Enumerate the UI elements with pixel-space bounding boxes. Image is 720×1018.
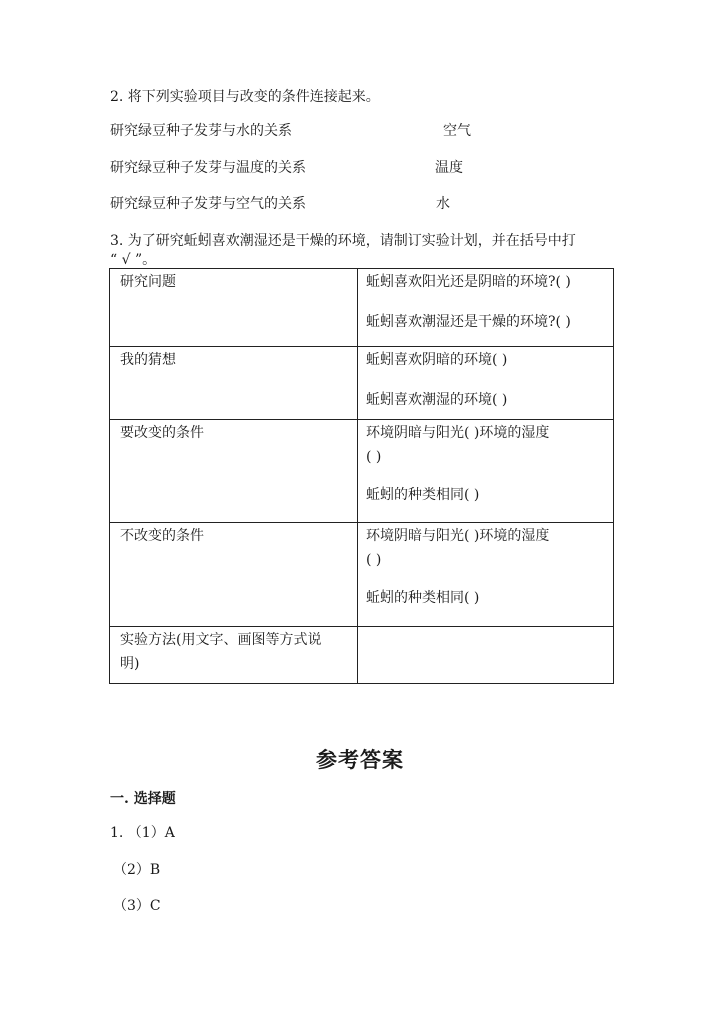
table-cell-label <box>110 269 358 347</box>
table-row <box>110 347 614 420</box>
pair-left-2: 研究绿豆种子发芽与温度的关系 <box>110 160 306 176</box>
table-row <box>110 523 614 627</box>
option-line: 蚯蚓喜欢阳光还是阴暗的环境?( ) <box>366 274 571 290</box>
row-label: 要改变的条件 <box>120 425 204 441</box>
table-cell-label <box>110 627 358 684</box>
pair-right-1: 空气 <box>443 123 471 139</box>
answer-item: （2）B <box>113 862 161 878</box>
section-title: 一. 选择题 <box>110 791 176 807</box>
table-cell-content <box>358 347 614 420</box>
option-line: 蚯蚓喜欢阴暗的环境( ) <box>366 352 508 368</box>
option-line: 环境阴暗与阳光( )环境的湿度 <box>366 528 550 544</box>
question-3-title: 3. 为了研究蚯蚓喜欢潮湿还是干燥的环境，请制订实验计划，并在括号中打 <box>110 233 576 249</box>
option-line: 蚯蚓的种类相同( ) <box>366 487 480 503</box>
pair-left-1: 研究绿豆种子发芽与水的关系 <box>110 123 292 139</box>
experiment-plan-table <box>109 268 614 684</box>
table-cell-content <box>358 420 614 523</box>
option-line: 蚯蚓喜欢潮湿还是干燥的环境?( ) <box>366 314 571 330</box>
option-line: ( ) <box>366 552 382 568</box>
option-line: ( ) <box>366 449 382 465</box>
table-row <box>110 269 614 347</box>
answer-item: 1. （1）A <box>110 825 175 841</box>
row-label: 实验方法(用文字、画图等方式说 <box>120 632 322 648</box>
row-label: 明) <box>120 656 140 672</box>
pair-left-3: 研究绿豆种子发芽与空气的关系 <box>110 196 306 212</box>
question-2-title: 2. 将下列实验项目与改变的条件连接起来。 <box>110 89 380 105</box>
row-label: 我的猜想 <box>120 352 176 368</box>
pair-right-3: 水 <box>436 196 450 212</box>
option-line: 蚯蚓的种类相同( ) <box>366 590 480 606</box>
row-label: 研究问题 <box>120 274 176 290</box>
pair-right-2: 温度 <box>435 160 463 176</box>
table-cell-content <box>358 627 614 684</box>
option-line: 蚯蚓喜欢潮湿的环境( ) <box>366 392 508 408</box>
table-row <box>110 420 614 523</box>
table-cell-label <box>110 420 358 523</box>
option-line: 环境阴暗与阳光( )环境的湿度 <box>366 425 550 441</box>
table-row <box>110 627 614 684</box>
row-label: 不改变的条件 <box>120 528 204 544</box>
table-cell-content <box>358 523 614 627</box>
table-cell-label <box>110 347 358 420</box>
table-cell-label <box>110 523 358 627</box>
table-cell-content <box>358 269 614 347</box>
answer-title: 参考答案 <box>316 747 404 772</box>
question-3-title-line2: “ √ ”。 <box>110 252 157 268</box>
answer-item: （3）C <box>113 898 161 914</box>
